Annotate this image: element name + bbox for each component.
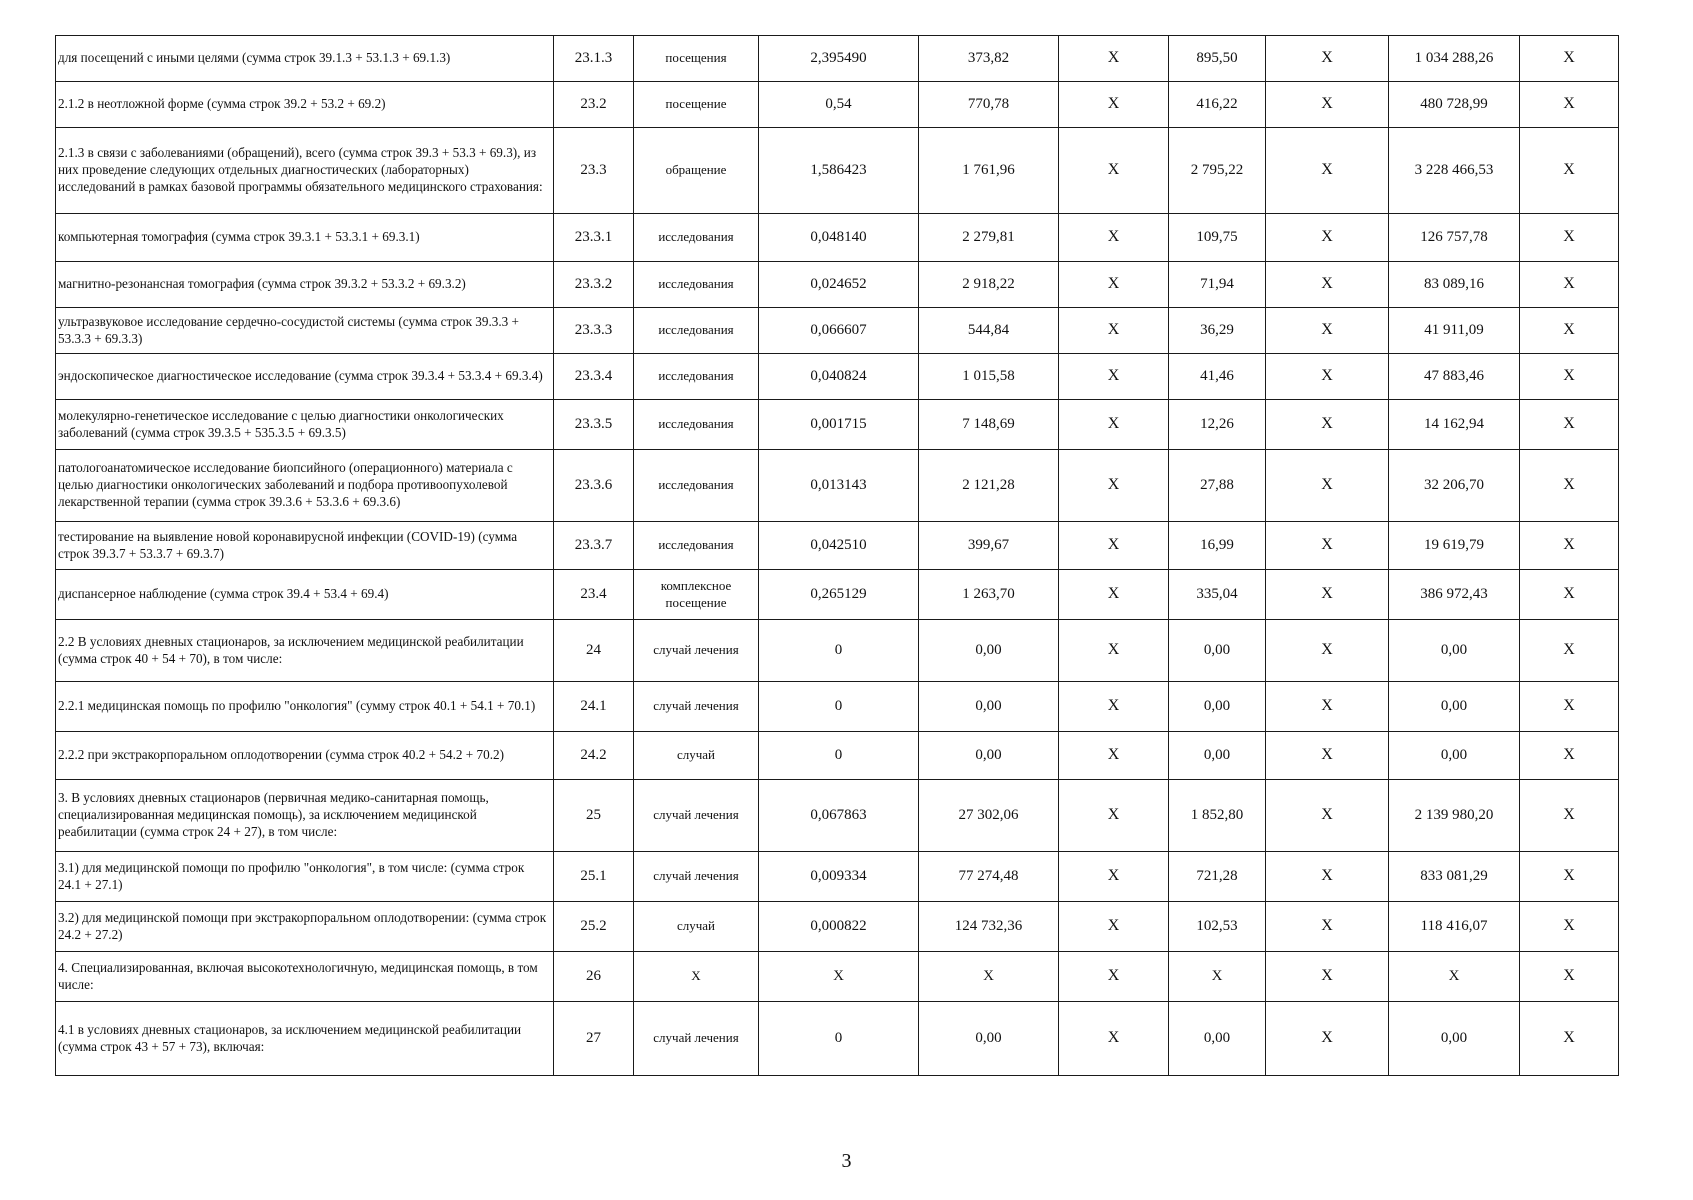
row-col7: 0,00 — [1169, 732, 1266, 780]
table-row — [56, 128, 1619, 214]
row-col10: X — [1520, 354, 1619, 400]
row-cost: 0,00 — [919, 682, 1059, 732]
row-unit: случай — [634, 902, 759, 952]
row-col6: X — [1059, 36, 1169, 82]
row-name: 3.2) для медицинской помощи при экстракорпоральном оплодотворении: (сумма строк 24.2 + 27.2) — [56, 902, 554, 952]
row-norm: 0,040824 — [759, 354, 919, 400]
row-cost: 399,67 — [919, 522, 1059, 570]
row-col9: 41 911,09 — [1389, 308, 1520, 354]
row-unit: исследования — [634, 354, 759, 400]
row-col9: 0,00 — [1389, 732, 1520, 780]
table-row — [56, 1002, 1619, 1076]
row-col6: X — [1059, 780, 1169, 852]
row-col6: X — [1059, 262, 1169, 308]
row-col6: X — [1059, 682, 1169, 732]
row-col8: X — [1266, 450, 1389, 522]
row-name: компьютерная томография (сумма строк 39.3.1 + 53.3.1 + 69.3.1) — [56, 214, 554, 262]
row-cost: 1 015,58 — [919, 354, 1059, 400]
row-code: 25.2 — [554, 902, 634, 952]
row-cost: 0,00 — [919, 1002, 1059, 1076]
row-norm: 0 — [759, 620, 919, 682]
row-code: 23.3.2 — [554, 262, 634, 308]
row-col6: X — [1059, 1002, 1169, 1076]
row-unit: исследования — [634, 400, 759, 450]
row-unit: случай лечения — [634, 620, 759, 682]
row-col8: X — [1266, 570, 1389, 620]
row-norm: 0,042510 — [759, 522, 919, 570]
row-col10: X — [1520, 952, 1619, 1002]
row-norm: 0,066607 — [759, 308, 919, 354]
row-code: 23.2 — [554, 82, 634, 128]
row-col8: X — [1266, 620, 1389, 682]
row-cost: 0,00 — [919, 732, 1059, 780]
row-col6: X — [1059, 214, 1169, 262]
row-name: 4.1 в условиях дневных стационаров, за исключением медицинской реабилитации (сумма строк 43 + 57 + 73), включая: — [56, 1002, 554, 1076]
row-norm: 0,024652 — [759, 262, 919, 308]
row-code: 27 — [554, 1002, 634, 1076]
row-col6: X — [1059, 128, 1169, 214]
row-unit: посещения — [634, 36, 759, 82]
row-col10: X — [1520, 308, 1619, 354]
row-cost: 544,84 — [919, 308, 1059, 354]
row-unit: случай лечения — [634, 780, 759, 852]
row-norm: 0 — [759, 682, 919, 732]
row-name: 4. Специализированная, включая высокотехнологичную, медицинская помощь, в том числе: — [56, 952, 554, 1002]
row-col9: 2 139 980,20 — [1389, 780, 1520, 852]
row-col6: X — [1059, 82, 1169, 128]
row-col6: X — [1059, 400, 1169, 450]
row-code: 26 — [554, 952, 634, 1002]
row-norm: 1,586423 — [759, 128, 919, 214]
row-col10: X — [1520, 400, 1619, 450]
row-col9: 3 228 466,53 — [1389, 128, 1520, 214]
row-name: ультразвуковое исследование сердечно-сосудистой системы (сумма строк 39.3.3 + 53.3.3 + 69.3.3) — [56, 308, 554, 354]
row-norm: 0,001715 — [759, 400, 919, 450]
row-col7: 12,26 — [1169, 400, 1266, 450]
row-cost: 77 274,48 — [919, 852, 1059, 902]
table-row — [56, 36, 1619, 82]
table-row — [56, 570, 1619, 620]
row-cost: 27 302,06 — [919, 780, 1059, 852]
row-col7: 0,00 — [1169, 620, 1266, 682]
row-col10: X — [1520, 682, 1619, 732]
row-unit: комплексное посещение — [634, 570, 759, 620]
row-unit: случай — [634, 732, 759, 780]
row-name: 3.1) для медицинской помощи по профилю "онкология", в том числе: (сумма строк 24.1 + 27.1) — [56, 852, 554, 902]
row-code: 23.1.3 — [554, 36, 634, 82]
row-col9: 83 089,16 — [1389, 262, 1520, 308]
row-unit: исследования — [634, 522, 759, 570]
table-row — [56, 308, 1619, 354]
row-name: эндоскопическое диагностическое исследование (сумма строк 39.3.4 + 53.3.4 + 69.3.4) — [56, 354, 554, 400]
table-row — [56, 732, 1619, 780]
row-norm: 0,000822 — [759, 902, 919, 952]
row-code: 23.3.6 — [554, 450, 634, 522]
row-col9: 480 728,99 — [1389, 82, 1520, 128]
row-code: 24.1 — [554, 682, 634, 732]
row-col6: X — [1059, 522, 1169, 570]
row-cost: 1 263,70 — [919, 570, 1059, 620]
row-col7: 0,00 — [1169, 1002, 1266, 1076]
row-col7: 36,29 — [1169, 308, 1266, 354]
row-name: 2.2.2 при экстракорпоральном оплодотворении (сумма строк 40.2 + 54.2 + 70.2) — [56, 732, 554, 780]
row-col10: X — [1520, 852, 1619, 902]
row-col9: 386 972,43 — [1389, 570, 1520, 620]
row-col10: X — [1520, 732, 1619, 780]
row-col8: X — [1266, 36, 1389, 82]
row-cost: X — [919, 952, 1059, 1002]
row-col6: X — [1059, 354, 1169, 400]
table-row — [56, 522, 1619, 570]
row-col10: X — [1520, 450, 1619, 522]
row-col10: X — [1520, 522, 1619, 570]
row-col7: 895,50 — [1169, 36, 1266, 82]
row-code: 23.3 — [554, 128, 634, 214]
row-name: диспансерное наблюдение (сумма строк 39.4 + 53.4 + 69.4) — [56, 570, 554, 620]
row-name: 2.2.1 медицинская помощь по профилю "онкология" (сумму строк 40.1 + 54.1 + 70.1) — [56, 682, 554, 732]
row-col9: 0,00 — [1389, 1002, 1520, 1076]
table-row — [56, 780, 1619, 852]
row-col6: X — [1059, 570, 1169, 620]
row-cost: 373,82 — [919, 36, 1059, 82]
row-col10: X — [1520, 620, 1619, 682]
row-unit: исследования — [634, 450, 759, 522]
row-unit: случай лечения — [634, 682, 759, 732]
row-col7: 416,22 — [1169, 82, 1266, 128]
row-col10: X — [1520, 902, 1619, 952]
row-col8: X — [1266, 522, 1389, 570]
row-col10: X — [1520, 214, 1619, 262]
row-norm: 0,048140 — [759, 214, 919, 262]
row-col8: X — [1266, 780, 1389, 852]
row-col8: X — [1266, 1002, 1389, 1076]
row-norm: X — [759, 952, 919, 1002]
row-cost: 2 279,81 — [919, 214, 1059, 262]
row-col7: 41,46 — [1169, 354, 1266, 400]
row-col10: X — [1520, 1002, 1619, 1076]
row-col6: X — [1059, 952, 1169, 1002]
row-col7: 71,94 — [1169, 262, 1266, 308]
row-code: 23.3.5 — [554, 400, 634, 450]
row-col7: 721,28 — [1169, 852, 1266, 902]
row-norm: 0,013143 — [759, 450, 919, 522]
row-col8: X — [1266, 952, 1389, 1002]
row-col9: 0,00 — [1389, 620, 1520, 682]
row-col10: X — [1520, 82, 1619, 128]
row-col8: X — [1266, 902, 1389, 952]
row-unit: обращение — [634, 128, 759, 214]
row-name: патологоанатомическое исследование биопсийного (операционного) материала с целью диагностики онкологических заболеваний и подбора противоопухолевой лекарственной терапии (сумма строк 39.3.6 + 53.3.6 + 69.3.6) — [56, 450, 554, 522]
row-col7: 102,53 — [1169, 902, 1266, 952]
row-cost: 2 121,28 — [919, 450, 1059, 522]
row-col9: 833 081,29 — [1389, 852, 1520, 902]
table-row — [56, 354, 1619, 400]
row-col9: X — [1389, 952, 1520, 1002]
table-row — [56, 262, 1619, 308]
row-col9: 47 883,46 — [1389, 354, 1520, 400]
row-col6: X — [1059, 450, 1169, 522]
row-code: 25.1 — [554, 852, 634, 902]
row-col10: X — [1520, 780, 1619, 852]
row-cost: 124 732,36 — [919, 902, 1059, 952]
row-norm: 0,067863 — [759, 780, 919, 852]
row-name: 2.1.3 в связи с заболеваниями (обращений), всего (сумма строк 39.3 + 53.3 + 69.3), из них проведение следующих отдельных диагностических (лабораторных) исследований в рамках базовой программы обязательного медицинского страхования: — [56, 128, 554, 214]
row-col7: X — [1169, 952, 1266, 1002]
row-unit: исследования — [634, 214, 759, 262]
row-col8: X — [1266, 682, 1389, 732]
row-col9: 1 034 288,26 — [1389, 36, 1520, 82]
row-col9: 14 162,94 — [1389, 400, 1520, 450]
table-row — [56, 952, 1619, 1002]
row-code: 24.2 — [554, 732, 634, 780]
row-code: 23.3.1 — [554, 214, 634, 262]
row-unit: посещение — [634, 82, 759, 128]
row-unit: случай лечения — [634, 1002, 759, 1076]
table-row — [56, 852, 1619, 902]
row-col7: 16,99 — [1169, 522, 1266, 570]
row-col8: X — [1266, 852, 1389, 902]
row-col6: X — [1059, 732, 1169, 780]
row-cost: 1 761,96 — [919, 128, 1059, 214]
row-name: магнитно-резонансная томография (сумма строк 39.3.2 + 53.3.2 + 69.3.2) — [56, 262, 554, 308]
row-col10: X — [1520, 262, 1619, 308]
table-row — [56, 400, 1619, 450]
table-row — [56, 620, 1619, 682]
row-code: 23.3.3 — [554, 308, 634, 354]
row-norm: 0 — [759, 1002, 919, 1076]
row-col7: 0,00 — [1169, 682, 1266, 732]
row-code: 23.3.4 — [554, 354, 634, 400]
row-col6: X — [1059, 852, 1169, 902]
row-col10: X — [1520, 570, 1619, 620]
row-code: 24 — [554, 620, 634, 682]
row-name: 2.2 В условиях дневных стационаров, за исключением медицинской реабилитации (сумма строк 40 + 54 + 70), в том числе: — [56, 620, 554, 682]
row-unit: случай лечения — [634, 852, 759, 902]
row-col9: 126 757,78 — [1389, 214, 1520, 262]
row-norm: 0 — [759, 732, 919, 780]
row-norm: 0,265129 — [759, 570, 919, 620]
row-name: тестирование на выявление новой коронавирусной инфекции (COVID-19) (сумма строк 39.3.7 + 53.3.7 + 69.3.7) — [56, 522, 554, 570]
row-unit: X — [634, 952, 759, 1002]
row-col8: X — [1266, 82, 1389, 128]
table-row — [56, 82, 1619, 128]
row-col8: X — [1266, 400, 1389, 450]
row-unit: исследования — [634, 308, 759, 354]
row-cost: 7 148,69 — [919, 400, 1059, 450]
row-col6: X — [1059, 620, 1169, 682]
table-row — [56, 214, 1619, 262]
row-col8: X — [1266, 262, 1389, 308]
row-code: 25 — [554, 780, 634, 852]
row-col6: X — [1059, 308, 1169, 354]
row-col10: X — [1520, 128, 1619, 214]
row-name: 3. В условиях дневных стационаров (первичная медико-санитарная помощь, специализированная медицинская помощь), за исключением медицинской реабилитации (сумма строк 24 + 27), в том числе: — [56, 780, 554, 852]
row-col9: 32 206,70 — [1389, 450, 1520, 522]
row-name: 2.1.2 в неотложной форме (сумма строк 39.2 + 53.2 + 69.2) — [56, 82, 554, 128]
table-body — [56, 36, 1619, 1076]
row-col9: 0,00 — [1389, 682, 1520, 732]
row-code: 23.3.7 — [554, 522, 634, 570]
row-col10: X — [1520, 36, 1619, 82]
row-cost: 2 918,22 — [919, 262, 1059, 308]
row-col8: X — [1266, 732, 1389, 780]
row-col7: 27,88 — [1169, 450, 1266, 522]
row-col7: 335,04 — [1169, 570, 1266, 620]
row-code: 23.4 — [554, 570, 634, 620]
row-col8: X — [1266, 354, 1389, 400]
row-norm: 2,395490 — [759, 36, 919, 82]
row-col9: 118 416,07 — [1389, 902, 1520, 952]
row-col6: X — [1059, 902, 1169, 952]
row-norm: 0,009334 — [759, 852, 919, 902]
row-col8: X — [1266, 308, 1389, 354]
row-col7: 2 795,22 — [1169, 128, 1266, 214]
row-col8: X — [1266, 214, 1389, 262]
row-col7: 109,75 — [1169, 214, 1266, 262]
budget-table — [55, 35, 1619, 1076]
row-norm: 0,54 — [759, 82, 919, 128]
row-unit: исследования — [634, 262, 759, 308]
table-row — [56, 902, 1619, 952]
page-number: 3 — [841, 1150, 852, 1172]
table-row — [56, 682, 1619, 732]
row-cost: 770,78 — [919, 82, 1059, 128]
row-col8: X — [1266, 128, 1389, 214]
row-name: молекулярно-генетическое исследование с целью диагностики онкологических заболеваний (сумма строк 39.3.5 + 535.3.5 + 69.3.5) — [56, 400, 554, 450]
row-cost: 0,00 — [919, 620, 1059, 682]
table-row — [56, 450, 1619, 522]
row-col7: 1 852,80 — [1169, 780, 1266, 852]
row-col9: 19 619,79 — [1389, 522, 1520, 570]
row-name: для посещений с иными целями (сумма строк 39.1.3 + 53.1.3 + 69.1.3) — [56, 36, 554, 82]
